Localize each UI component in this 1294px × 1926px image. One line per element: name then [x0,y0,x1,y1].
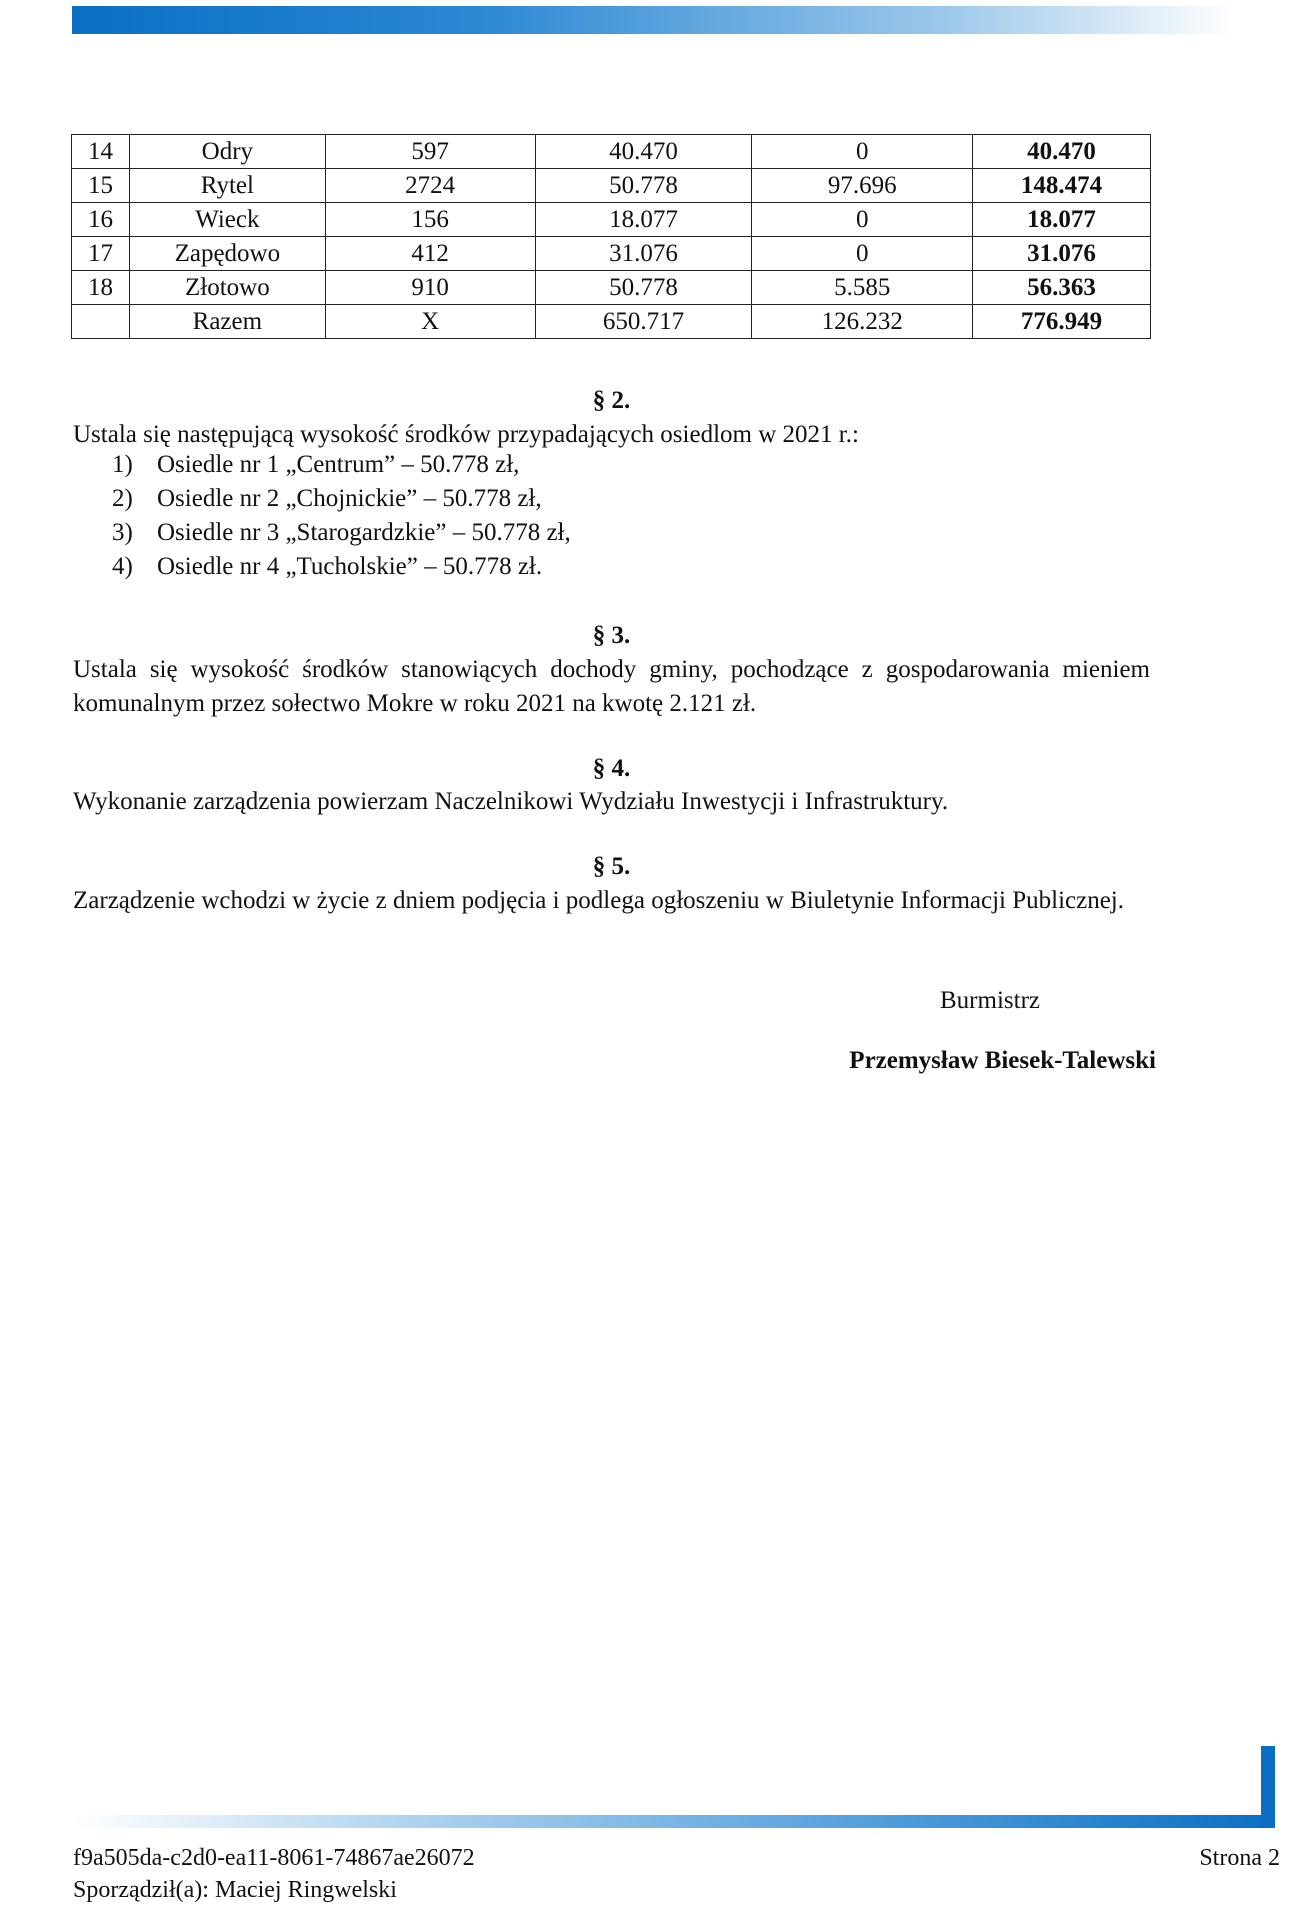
list-item [112,448,571,482]
table-cell: 40.470 [973,135,1151,169]
table-row [72,305,1151,339]
list-item-number: 2) [112,485,133,512]
table-cell: 156 [325,203,535,237]
section-4-text: Wykonanie zarządzenia powierzam Naczelnikowi Wydziału Inwestycji i Infrastruktury. [73,788,949,815]
list-item [112,482,571,516]
list-item-number: 3) [112,519,133,546]
districts-list [112,448,571,584]
table-row [72,237,1151,271]
header-accent-bar [72,6,1236,34]
table-cell: 148.474 [973,169,1151,203]
section-5-text: Zarządzenie wchodzi w życie z dniem podjęcia i podlega ogłoszeniu w Biuletynie Informacji Publicznej. [73,887,1125,914]
table-cell: 18 [72,271,130,305]
table-cell: 650.717 [535,305,752,339]
section-2-intro: Ustala się następującą wysokość środków przypadających osiedlom w 2021 r.: [73,421,859,448]
list-item-number: 1) [112,451,133,478]
table-row [72,135,1151,169]
document-id: f9a505da-c2d0-ea11-8061-74867ae26072 [73,1845,475,1871]
table-cell: 97.696 [752,169,973,203]
table-cell: Zapędowo [129,237,325,271]
table-cell: 15 [72,169,130,203]
table-cell: X [325,305,535,339]
table-cell: 0 [752,203,973,237]
table-cell: 126.232 [752,305,973,339]
footer-accent-bar [72,1815,1275,1828]
table-cell: Złotowo [129,271,325,305]
table-cell: 776.949 [973,305,1151,339]
table-cell: 18.077 [973,203,1151,237]
table-cell: 16 [72,203,130,237]
section-5-heading: § 5. [592,853,631,880]
list-item-text: Osiedle nr 2 „Chojnickie” – 50.778 zł, [157,485,542,512]
list-item-text: Osiedle nr 1 „Centrum” – 50.778 zł, [157,451,520,478]
table-cell: Odry [129,135,325,169]
table-cell: 56.363 [973,271,1151,305]
table-cell: 597 [325,135,535,169]
page-number: Strona 2 [1199,1845,1280,1871]
section-3-heading: § 3. [592,622,631,649]
table-row [72,169,1151,203]
table-row [72,203,1151,237]
table-cell: 50.778 [535,271,752,305]
table-cell: 910 [325,271,535,305]
table-cell: Wieck [129,203,325,237]
funds-table [71,134,1151,339]
table-cell: 0 [752,237,973,271]
signature-name: Przemysław Biesek-Talewski [849,1047,1156,1074]
list-item [112,550,571,584]
table-cell: 5.585 [752,271,973,305]
table-cell [72,305,130,339]
section-4-heading: § 4. [592,755,631,782]
section-2-heading: § 2. [592,387,631,414]
table-cell: Razem [129,305,325,339]
list-item-text: Osiedle nr 4 „Tucholskie” – 50.778 zł. [157,553,543,580]
table-cell: 50.778 [535,169,752,203]
table-cell: 31.076 [973,237,1151,271]
prepared-by: Sporządził(a): Maciej Ringwelski [73,1877,397,1903]
signature-title: Burmistrz [940,987,1040,1014]
table-cell: 412 [325,237,535,271]
table-cell: 31.076 [535,237,752,271]
section-3-text: Ustala się wysokość środków stanowiących dochody gminy, pochodzące z gospodarowania mieniem komunalnym przez sołectwo Mokre w roku 2021 na kwotę 2.121 zł. [73,656,1150,717]
table-cell: 40.470 [535,135,752,169]
table-cell: 0 [752,135,973,169]
table-row [72,271,1151,305]
footer-accent-corner [1261,1746,1275,1828]
table-cell: 18.077 [535,203,752,237]
list-item-number: 4) [112,553,133,580]
table-cell: 14 [72,135,130,169]
list-item [112,516,571,550]
table-cell: 2724 [325,169,535,203]
table-cell: Rytel [129,169,325,203]
table-cell: 17 [72,237,130,271]
list-item-text: Osiedle nr 3 „Starogardzkie” – 50.778 zł, [157,519,571,546]
